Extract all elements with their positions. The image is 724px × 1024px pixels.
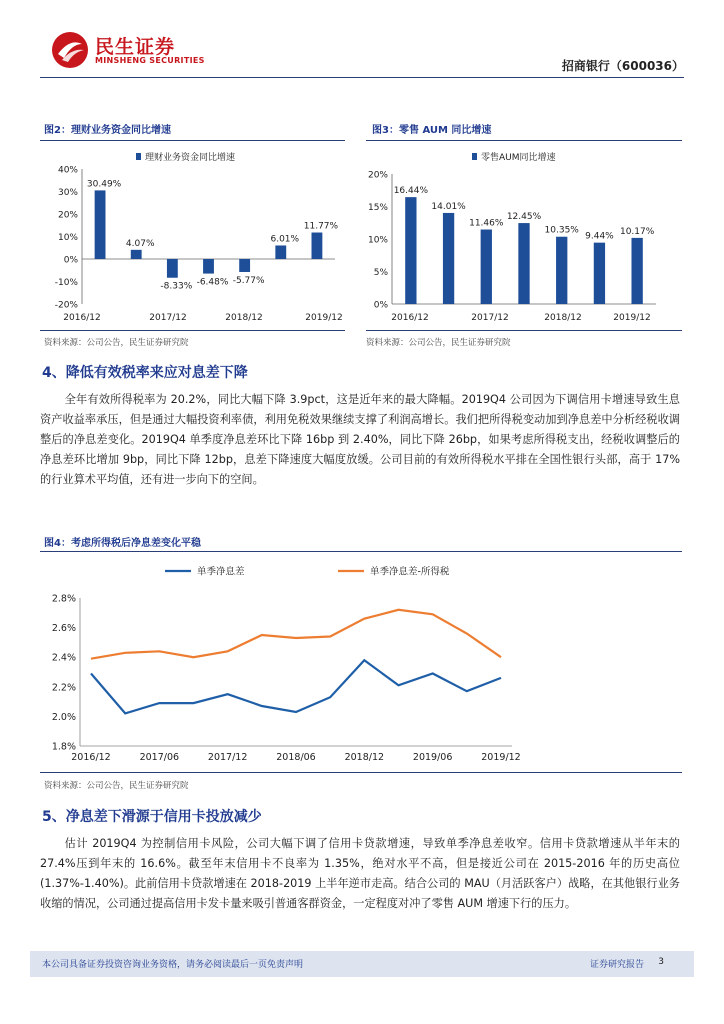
- fig3-g-bar: [481, 230, 492, 304]
- fig4-legend-label: 单季净息差: [197, 566, 245, 578]
- fig3-g-ytick-label: 10%: [367, 235, 388, 246]
- section4-paragraph: [40, 390, 680, 490]
- fig4-xtick-label: 2016/12: [71, 752, 111, 763]
- fig4-xtick-label: 2018/06: [276, 752, 316, 763]
- fig3-g-data-label: 14.01%: [431, 201, 466, 212]
- fig2-chart: [40, 144, 345, 330]
- fig2-g-data-label: -5.77%: [232, 275, 265, 286]
- footer-report-type: 证券研究报告: [589, 960, 644, 970]
- fig4-title-line: [40, 551, 682, 552]
- fig3-g-data-label: 10.35%: [544, 225, 579, 236]
- fig2-g-bar: [131, 250, 142, 259]
- fig3-g-legend-swatch: [472, 153, 477, 160]
- brand-name-en: MINSHENG SECURITIES: [95, 56, 205, 65]
- section5-title: 5、净息差下滑源于信用卡投放减少: [42, 809, 262, 825]
- fig3-g-bar: [556, 237, 567, 304]
- fig4-ytick-label: 2.0%: [51, 711, 76, 723]
- fig4-xtick-label: 2017/12: [207, 752, 248, 763]
- fig4-ytick-label: 2.8%: [51, 593, 76, 605]
- fig4-series-line-1: [91, 610, 501, 659]
- fig2-g-ytick-label: 20%: [57, 210, 78, 221]
- fig4-legend-label: 单季净息差-所得税: [370, 566, 450, 578]
- fig2-g-xtick-label: 2019/12: [305, 313, 343, 323]
- fig2-g-ytick-label: -10%: [54, 278, 78, 288]
- fig4-ytick-label: 1.8%: [51, 741, 76, 753]
- fig3-g-xtick-label: 2018/12: [544, 313, 582, 323]
- fig2-bottom-line: [40, 330, 345, 331]
- fig4-chart: [40, 554, 682, 772]
- fig2-g-legend-swatch: [136, 153, 141, 160]
- section5-text: 估计 2019Q4 为控制信用卡风险，公司大幅下调了信用卡贷款增速，导致单季净息差收窄。信用卡贷款增速从半年末的 27.4%压到年末的 16.6%。截至年末信用卡不良率为 1.35%，绝对水平不高，但是接近公司在 2015-2016 年的历史高位(1.37%-1.40%)。此前信用卡贷款增速在 2018-2019 上半年逆市走高。结合公司的 MAU（月活跃客户）战略，在其他银行业务收缩的情况，公司通过提高信用卡发卡量来吸引普通客群资金，一定程度对冲了零售 AUM 增速下行的压力。: [40, 837, 680, 910]
- fig4-series-line-0: [91, 660, 501, 713]
- fig2-g-data-label: 30.49%: [86, 179, 122, 190]
- fig4-ytick-label: 2.6%: [51, 623, 76, 635]
- footer-page-number: 3: [658, 957, 664, 967]
- section4-title: 4、降低有效税率来应对息差下降: [42, 365, 248, 381]
- fig2-g-data-label: -6.48%: [196, 277, 229, 288]
- fig4-ytick-label: 2.2%: [51, 682, 76, 694]
- fig3-g-bar: [405, 197, 416, 304]
- fig2-g-data-label: -8.33%: [160, 281, 193, 292]
- fig3-g-ytick-label: 20%: [367, 170, 388, 181]
- fig4-source: 资料来源：公司公告，民生证券研究院: [44, 781, 189, 791]
- fig4-xtick-label: 2018/12: [344, 752, 385, 763]
- fig3-g-bar: [631, 238, 642, 304]
- fig3-g-xtick-label: 2016/12: [391, 313, 429, 323]
- fig3-source: 资料来源：公司公告，民生证券研究院: [366, 338, 511, 348]
- fig3-chart: [366, 144, 682, 330]
- fig3-g-ytick-label: 15%: [367, 203, 388, 213]
- fig2-g-ytick-label: 10%: [57, 233, 78, 243]
- fig3-bottom-line: [366, 330, 682, 331]
- fig2-title-line: [40, 140, 345, 141]
- fig2-g-ytick-label: -20%: [54, 300, 78, 311]
- fig3-g-data-label: 16.44%: [393, 186, 429, 197]
- fig2-g-bar: [312, 233, 323, 259]
- fig2-g-bar: [275, 245, 286, 259]
- fig3-g-legend-label: 零售AUM同比增速: [481, 153, 556, 163]
- fig4-bottom-line: [40, 772, 682, 773]
- fig3-g-ytick-label: 5%: [373, 268, 388, 278]
- fig2-g-bar: [167, 259, 178, 278]
- report-stock-title: 招商银行（600036）: [561, 59, 684, 73]
- fig2-g-ytick-label: 0%: [63, 255, 78, 266]
- fig2-source: 资料来源：公司公告，民生证券研究院: [44, 338, 189, 348]
- fig2-g-bar: [239, 259, 250, 272]
- fig2-g-data-label: 6.01%: [270, 234, 300, 245]
- fig3-g-data-label: 9.44%: [585, 231, 614, 242]
- fig3-g-bar: [443, 213, 454, 304]
- section5-paragraph: [40, 834, 680, 914]
- fig3-g-ytick-label: 0%: [373, 300, 388, 311]
- fig3-g-xtick-label: 2019/12: [613, 313, 651, 323]
- section4-text: 全年有效所得税率为 20.2%，同比大幅下降 3.9pct，这是近年来的最大降幅。2019Q4 公司因为下调信用卡增速导致生息资产收益率承压，但是通过大幅投资利率债，利用免税效果继续支撑了利润高增长。我们把所得税变动加到净息差中分析经税收调整后的净息差变化。2019Q4 单季度净息差环比下降 16bp 到 2.40%，同比下降 26bp，如果考虑所得税支出，经税收调整后的净息差环比增加 9bp，同比下降 12bp，息差下降速度大幅度放缓。公司目前的有效所得税水平排在全国性银行头部，高于 17%的行业算术平均值，还有进一步向下的空间。: [40, 393, 680, 486]
- minsheng-logo-icon: [50, 30, 90, 70]
- fig2-g-data-label: 4.07%: [125, 238, 155, 249]
- fig3-title-line: [366, 140, 682, 141]
- fig2-g-xtick-label: 2017/12: [149, 313, 187, 323]
- header-divider: [40, 77, 684, 78]
- fig4-title: 图4：考虑所得税后净息差变化平稳: [44, 538, 201, 549]
- fig4-xtick-label: 2017/06: [139, 752, 180, 763]
- fig3-title: 图3：零售 AUM 同比增速: [372, 125, 492, 136]
- fig2-g-ytick-label: 30%: [57, 188, 78, 198]
- fig3-g-data-label: 11.46%: [469, 218, 504, 229]
- footer-disclaimer: 本公司具备证券投资咨询业务资格，请务必阅读最后一页免责声明: [42, 960, 304, 970]
- fig2-g-ytick-label: 40%: [57, 165, 78, 176]
- fig2-g-bar: [95, 190, 106, 259]
- fig2-g-xtick-label: 2016/12: [63, 313, 101, 323]
- fig4-ytick-label: 2.4%: [51, 652, 76, 664]
- fig2-g-data-label: 11.77%: [303, 221, 339, 232]
- fig3-g-bar: [594, 243, 605, 304]
- fig2-g-xtick-label: 2018/12: [225, 313, 263, 323]
- brand-name: 民生证券: [95, 36, 176, 58]
- fig2-g-legend-label: 理财业务资金同比增速: [145, 153, 236, 163]
- fig2-title: 图2：理财业务资金同比增速: [44, 125, 171, 136]
- fig4-xtick-label: 2019/12: [481, 752, 521, 763]
- fig3-g-data-label: 12.45%: [506, 212, 542, 223]
- fig3-g-xtick-label: 2017/12: [471, 313, 509, 323]
- fig2-g-bar: [203, 259, 214, 274]
- fig3-g-bar: [518, 223, 529, 304]
- fig3-g-data-label: 10.17%: [619, 226, 655, 237]
- fig4-xtick-label: 2019/06: [412, 752, 453, 763]
